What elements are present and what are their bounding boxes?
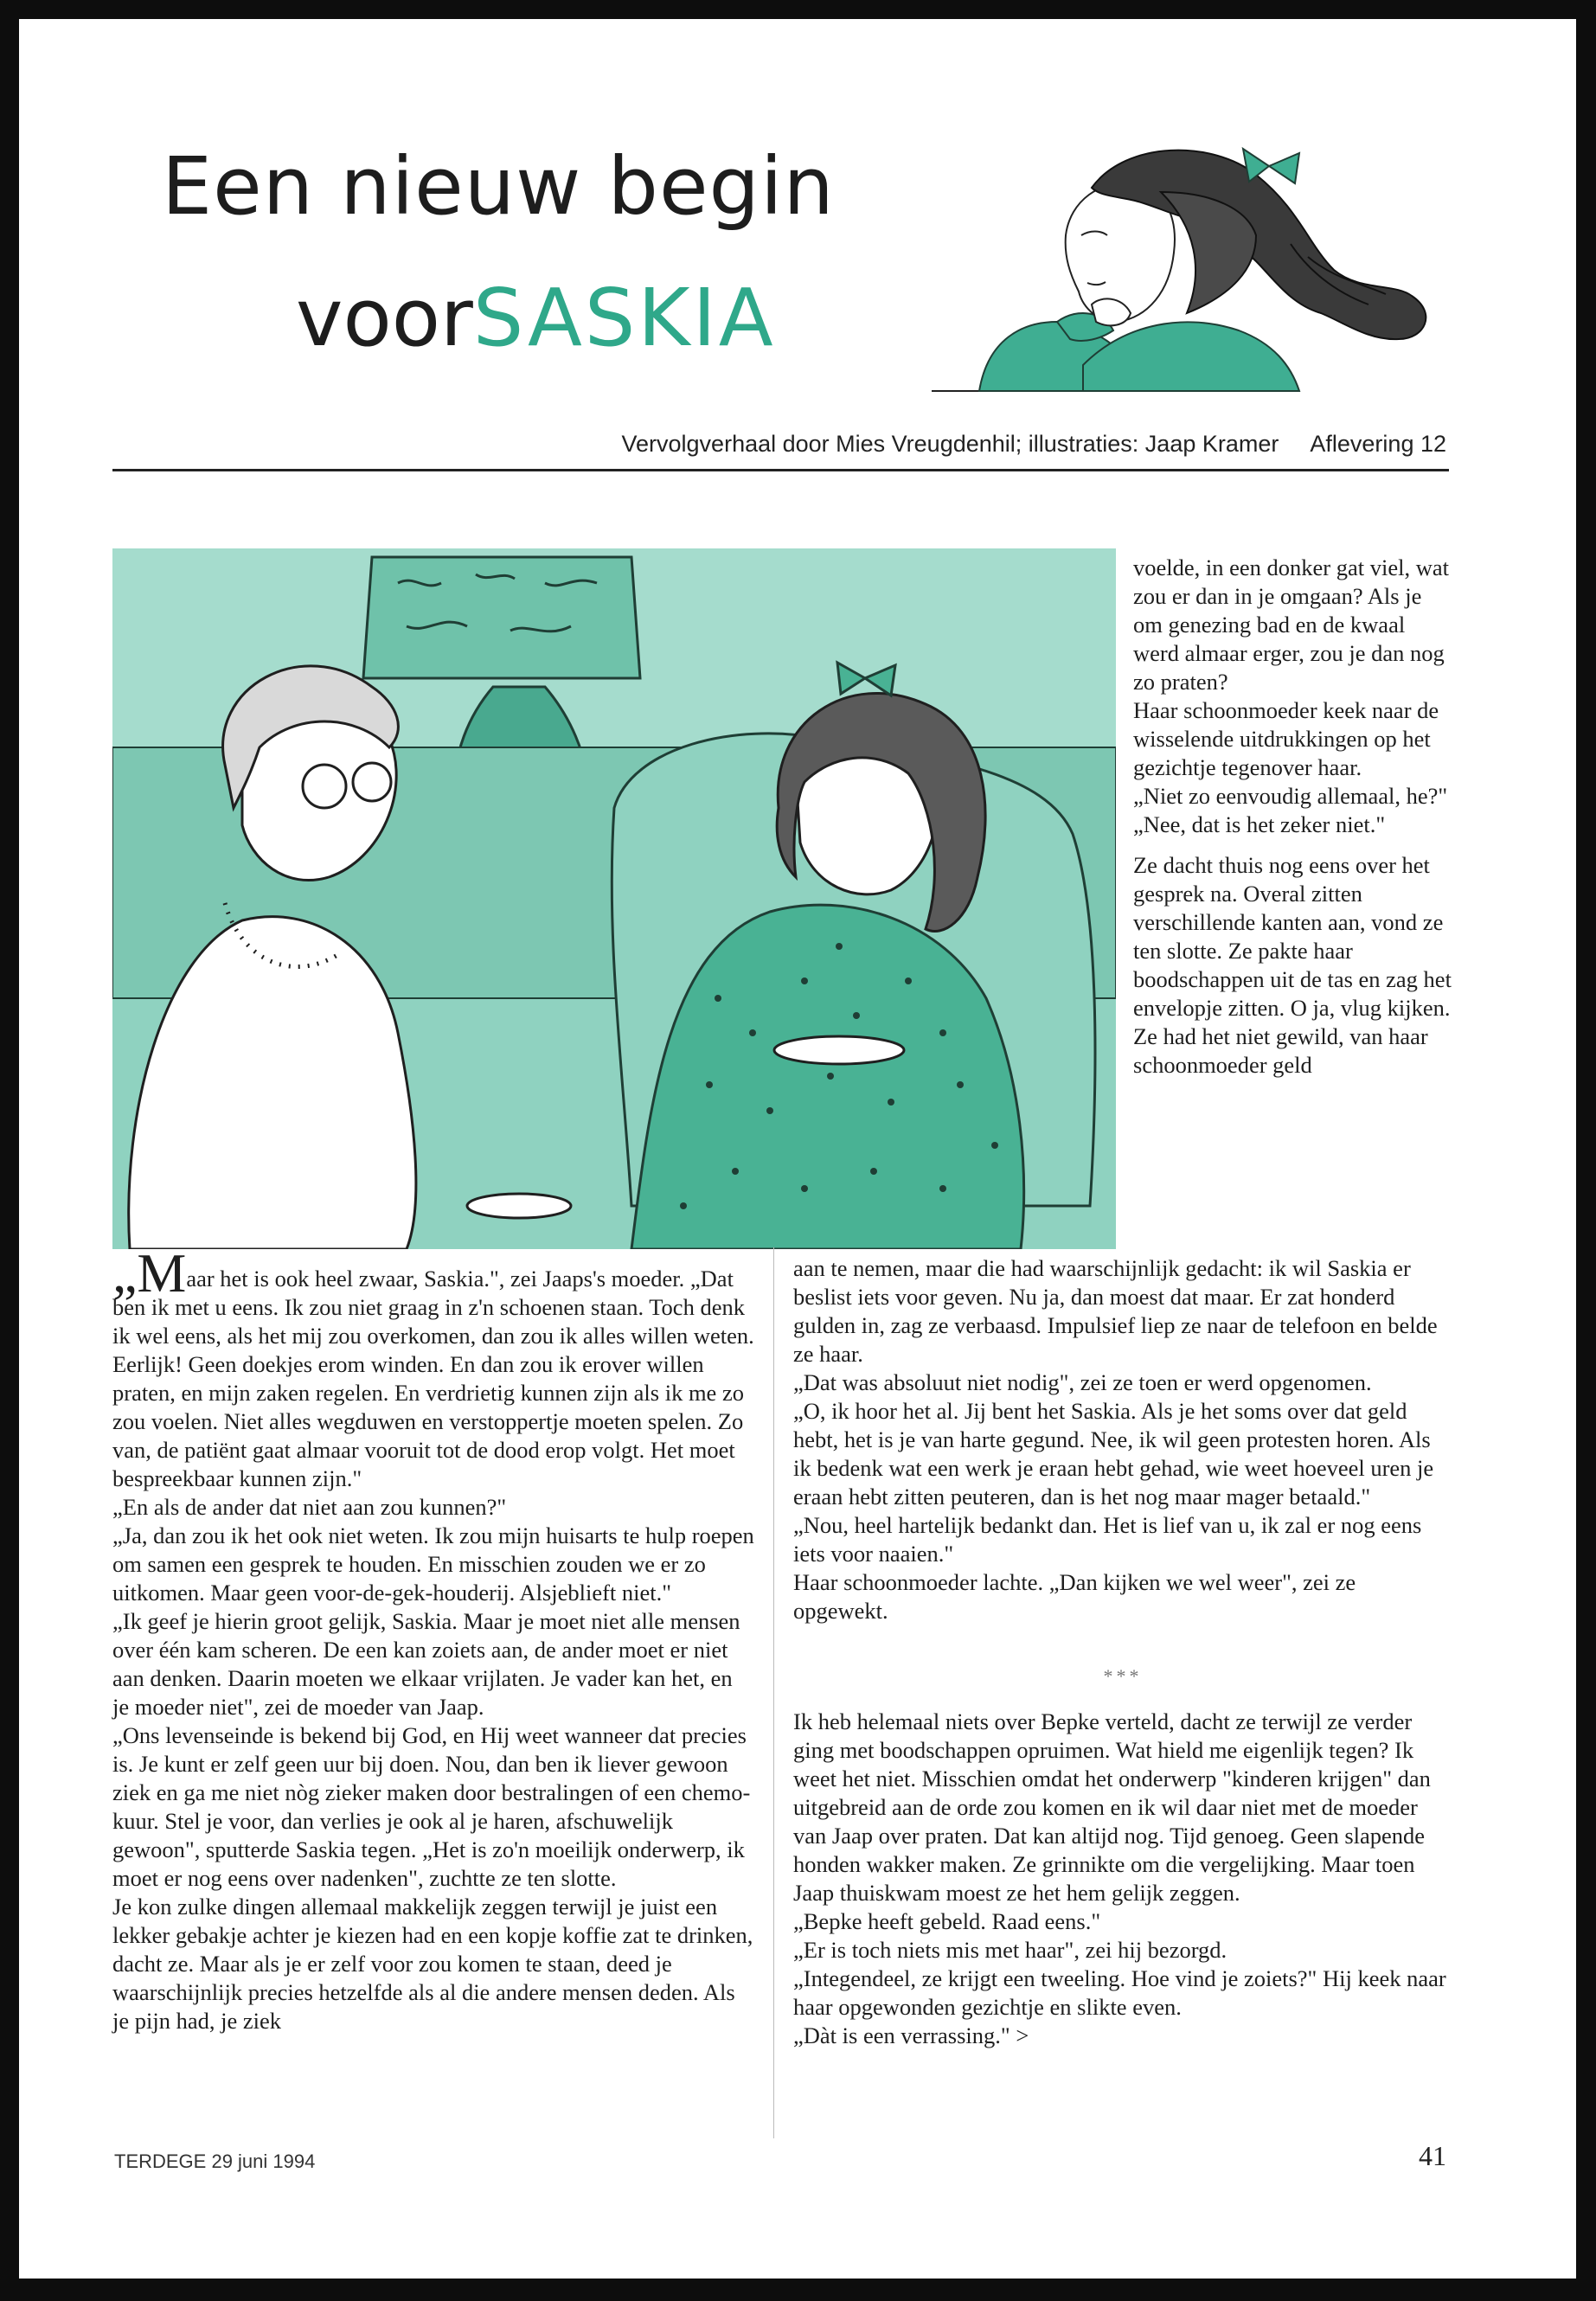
paragraph: „Bepke heeft gebeld. Raad eens." bbox=[793, 1908, 1101, 1934]
girl-portrait-illustration bbox=[927, 106, 1455, 400]
paragraph: voelde, in een donker gat viel, wat zou er dan in je omgaan? Als je om genezing bad en de kwaal werd almaar erger, zou je dan nog zo praten? bbox=[1133, 554, 1449, 695]
story-title-line1: Een nieuw begin bbox=[162, 140, 835, 233]
author-credit: Vervolgverhaal door Mies Vreugdenhil; illustraties: Jaap Kramer bbox=[621, 431, 1279, 457]
magazine-page bbox=[19, 19, 1576, 2279]
paragraph: Je kon zulke dingen allemaal makkelijk zeggen terwijl je juist een lekker gebakje achter je kiezen had en een kopje koffie zat te drinken, dacht ze. Maar als je er zelf voor zou komen te staan, deed je waarschijnlijk precies hetzelfde als al die andere mensen deden. Als je pijn had, je ziek bbox=[112, 1894, 753, 2034]
right-column-text bbox=[1133, 554, 1453, 1080]
paragraph: Ze dacht thuis nog eens over het gesprek na. Overal zitten verschillende kanten aan, vond ze ten slotte. Ze pakte haar boodschappen uit de tas en zag het envelopje zitten. O ja, vlug kijken. bbox=[1133, 852, 1452, 1021]
byline bbox=[622, 431, 1447, 458]
paragraph: „Er is toch niets mis met haar", zei hij bezorgd. bbox=[793, 1937, 1227, 1963]
paragraph: „Dat was absoluut niet nodig", zei ze toen er werd opgenomen. bbox=[793, 1369, 1372, 1395]
paragraph: „Integendeel, ze krijgt een tweeling. Hoe vind je zoiets?" Hij keek naar haar opgewonden gezichtje en slikte even. bbox=[793, 1965, 1446, 2020]
paragraph: „Nou, heel hartelijk bedankt dan. Het is lief van u, ik zal er nog eens iets voor naaien." bbox=[793, 1512, 1422, 1567]
paragraph bbox=[112, 1242, 754, 1493]
column-divider bbox=[773, 1247, 774, 2138]
story-title-line2 bbox=[296, 272, 776, 364]
title-voor: voor bbox=[296, 272, 473, 364]
paragraph: „Ik geef je hierin groot gelijk, Saskia. Maar je moet niet alle mensen over één kam scheren. De een kan zoiets aan, de ander moet er niet aan denken. Daarin moeten we elkaar vrijlaten. Je vader kan het, en je moeder niet", zei de moeder van Jaap. bbox=[112, 1608, 740, 1720]
header-rule bbox=[112, 469, 1449, 471]
paragraph: „Dàt is een verrassing." > bbox=[793, 2022, 1029, 2048]
left-column-text bbox=[112, 1242, 754, 2035]
section-separator: *** bbox=[1103, 1665, 1143, 1687]
paragraph: Ik heb helemaal niets over Bepke verteld, dacht ze terwijl ze verder ging met boodschappen opruimen. Wat hield me eigenlijk tegen? Ik weet het niet. Misschien omdat het onderwerp "kinderen krijgen" dan uitgebreid aan de orde zou komen en ik wil daar niet met de moeder van Jaap over praten. Dat kan altijd nog. Tijd genoeg. Geen slapende honden wakker maken. Ze grinnikte om die vergelijking. Maar toen Jaap thuiskwam moest ze het hem gelijk zeggen. bbox=[793, 1708, 1431, 1906]
paragraph: Haar schoonmoeder keek naar de wisselende uitdrukkingen op het gezichtje tegenover haar. bbox=[1133, 697, 1439, 780]
paragraph: „Niet zo eenvoudig allemaal, he?" bbox=[1133, 783, 1448, 809]
paragraph: „Nee, dat is het zeker niet." bbox=[1133, 811, 1386, 837]
paragraph: Ze had het niet gewild, van haar schoonmoeder geld bbox=[1133, 1023, 1428, 1078]
scene-illustration bbox=[112, 548, 1116, 1249]
paragraph: Haar schoonmoeder lachte. „Dan kijken we wel weer", zei ze opgewekt. bbox=[793, 1569, 1356, 1624]
paragraph: „Ons levenseinde is bekend bij God, en Hij weet wanneer dat precies is. Je kunt er zelf geen uur bij doen. Nou, dan ben ik liever gewoon ziek en ga me niet nòg zieker maken door bestralingen of een chemo-kuur. Stel je voor, dan verlies je ook al je haren, afschuwelijk gewoon", sputterde Saskia tegen. „Het is zo'n moeilijk onderwerp, ik moet er nog eens over nadenken", zuchtte ze ten slotte. bbox=[112, 1722, 751, 1891]
paragraph: aan te nemen, maar die had waarschijnlijk gedacht: ik wil Saskia er beslist iets voor geven. Nu ja, dan moest dat maar. Er zat honderd gulden in, zag ze verbaasd. Impulsief liep ze naar de telefoon en belde ze haar. bbox=[793, 1255, 1438, 1367]
paragraph: „Ja, dan zou ik het ook niet weten. Ik zou mijn huisarts te hulp roepen om samen een gesprek te houden. En misschien zouden we er zo uitkomen. Maar geen voor-de-gek-houderij. Alsjeblieft niet." bbox=[112, 1522, 754, 1606]
paragraph: „O, ik hoor het al. Jij bent het Saskia. Als je het soms over dat geld hebt, het is je van harte gegund. Nee, ik wil geen protesten horen. Als ik bedenk wat een werk je eraan hebt gehad, wie weet hoeveel uren je eraan hebt zitten peuteren, dan is het nog maar mager betaald." bbox=[793, 1398, 1434, 1509]
episode-label: Aflevering 12 bbox=[1310, 431, 1446, 457]
publication-footer: TERDEGE 29 juni 1994 bbox=[114, 2150, 316, 2172]
middle-column-text bbox=[793, 1254, 1452, 2050]
paragraph-text: aar het is ook heel zwaar, Saskia.", zei Jaaps's moeder. „Dat ben ik met u eens. Ik zou niet graag in z'n schoenen staan. Toch denk ik wel eens, als het mij zou overkomen, dan zou ik alles willen weten. Eerlijk! Geen doekjes erom winden. En dan zou ik erover willen praten, en mijn zaken regelen. En verdrietig kunnen zijn als ik me zo zou voelen. Niet alles wegduwen en verstoppertje moeten spelen. Zo van, de patiënt gaat almaar vooruit tot de dood erop volgt. Het moet bespreekbaar kunnen zijn." bbox=[112, 1266, 754, 1491]
page-number: 41 bbox=[1419, 2140, 1446, 2171]
drop-cap: „M bbox=[112, 1242, 187, 1304]
paragraph: „En als de ander dat niet aan zou kunnen?" bbox=[112, 1494, 507, 1520]
title-saskia: SASKIA bbox=[472, 272, 776, 364]
